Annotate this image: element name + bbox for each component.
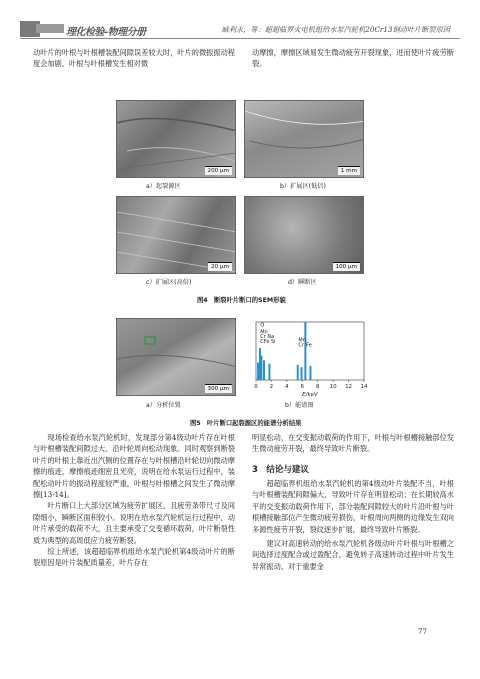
peak-label: Cr <box>298 342 304 349</box>
paragraph: 现场检查给水泵汽轮机时，发现部分第4级动叶片存在叶根与叶根槽装配间隙过大、沿叶轮周向松动现象。同时观察到断裂叶片的叶根上靠近出汽侧的位置存在与叶根槽沿叶轮切向微动摩擦的痕迹，摩擦痕迹细密且光亮，说明在给水泵运行过程中，装配松动叶片的振动程度较严重，叶根与叶根槽之间发生了微动摩擦[13-14]。 <box>33 433 235 500</box>
scale-bar-c: 20 μm <box>208 262 232 271</box>
x-tick-label: 2 <box>269 384 274 390</box>
caption-4c: c）扩展区(高倍) <box>146 279 192 286</box>
spectrum-peak <box>263 360 265 380</box>
running-title: 臧利永，等：超超临界火电机组给水泵汽轮机20Cr13钢动叶片断裂原因 <box>221 25 450 34</box>
sem-image-c <box>116 196 236 274</box>
journal-title: 理化检验-物理分册 <box>66 27 146 38</box>
caption-5b: b）能谱图 <box>285 402 314 409</box>
x-axis-label: E/keV <box>302 392 318 398</box>
sem-image-d <box>244 196 364 274</box>
peak-label: Mn <box>260 329 268 336</box>
x-tick-label: 12 <box>345 384 353 390</box>
peak-label: Mn <box>298 337 306 344</box>
scale-bar-a: 200 μm <box>205 166 232 175</box>
peak-label: Cr Na <box>260 334 275 341</box>
paragraph: 超超临界机组给水泵汽轮机的第4级动叶片装配不当，叶根与叶根槽装配间隙偏大，导致叶片存在明显松动；在长期较高水平的交变振动载荷作用下，部分装配间隙较大的叶片沿叶根与叶根槽接触部位产生微动疲劳损伤，叶根周向两侧的边缘发生双向多源性疲劳开裂，裂纹逐步扩展，最终导致叶片断裂。 <box>252 479 454 534</box>
caption-4b: b）扩展区(低倍) <box>280 183 326 190</box>
sem-image-5a <box>116 318 236 396</box>
spectrum-peak <box>301 367 303 380</box>
x-tick-label: 14 <box>360 384 368 390</box>
sem-image-b <box>244 100 364 178</box>
paragraph: 综上所述，该超超临界机组给水泵汽轮机第4级动叶片的断裂原因是叶片装配质量差，叶片存在 <box>33 547 235 568</box>
sem-image-a <box>116 100 236 178</box>
x-tick-label: 4 <box>285 384 289 390</box>
peak-label: Fe <box>306 342 312 349</box>
spectrum-peak <box>260 356 262 380</box>
page-number: 77 <box>418 628 427 636</box>
spectrum-peak <box>268 364 270 380</box>
peak-label: CFe Si <box>260 338 276 345</box>
figure4-caption: 图4 断裂叶片断口的SEM形貌 <box>197 297 286 304</box>
page-header <box>0 0 480 42</box>
scale-bar-d: 100 μm <box>333 262 360 271</box>
scale-bar-b: 1 mm <box>338 166 360 175</box>
figure5-caption: 图5 叶片断口起裂源区的能谱分析结果 <box>190 420 302 427</box>
right-column-text <box>252 478 454 572</box>
journal-logo-bar-icon <box>36 24 64 33</box>
spectrum-peak <box>257 363 259 380</box>
paragraph: 建议对高速转动的给水泵汽轮机各级动叶片叶根与叶根槽之间选择过度配合或过盈配合，避免转子高速转动过程中叶片发生异常振动。对于重要金 <box>252 539 454 571</box>
top-left-text: 动叶片的叶根与叶根槽装配间隙误差较大时，叶片的微振振动程度会加剧，叶根与叶根槽发生相对微 <box>33 48 235 69</box>
left-column-text <box>33 432 235 569</box>
caption-4a: a）起裂源区 <box>146 183 181 190</box>
top-right-text: 动摩擦，摩擦区域易发生微动疲劳开裂现象，进而使叶片疲劳断裂。 <box>252 48 454 69</box>
header-rule <box>20 38 460 39</box>
paragraph: 叶片断口上大部分区域为疲劳扩展区，且疲劳条带尺寸及间隙细小，瞬断区面积较小。说明在给水泵汽轮机运行过程中，动叶片承受的载荷不大，且主要承受了交变循环载荷，叶片断裂性质为典型的高周低应力疲劳断裂。 <box>33 501 235 545</box>
scale-bar-5a: 300 μm <box>205 384 232 393</box>
x-tick-label: 8 <box>315 384 320 390</box>
caption-4d: d）瞬断区 <box>288 279 317 286</box>
caption-5a: a）分析位置 <box>146 402 181 409</box>
x-tick-label: 6 <box>300 384 305 390</box>
peak-label: O <box>260 322 265 329</box>
right-column-top-text: 明显松动，在交变振动载荷的作用下，叶根与叶根槽接触部位发生微动疲劳开裂，最终导致叶片断裂。 <box>252 433 454 454</box>
spectrum-peak <box>304 322 306 380</box>
x-tick-label: 10 <box>329 384 337 390</box>
spectrum-peak <box>309 366 311 380</box>
eds-spectrum-chart <box>244 318 370 398</box>
section-heading: 3 结论与建议 <box>252 465 309 475</box>
spectrum-peak <box>297 365 299 380</box>
x-tick-label: 0 <box>254 384 258 390</box>
